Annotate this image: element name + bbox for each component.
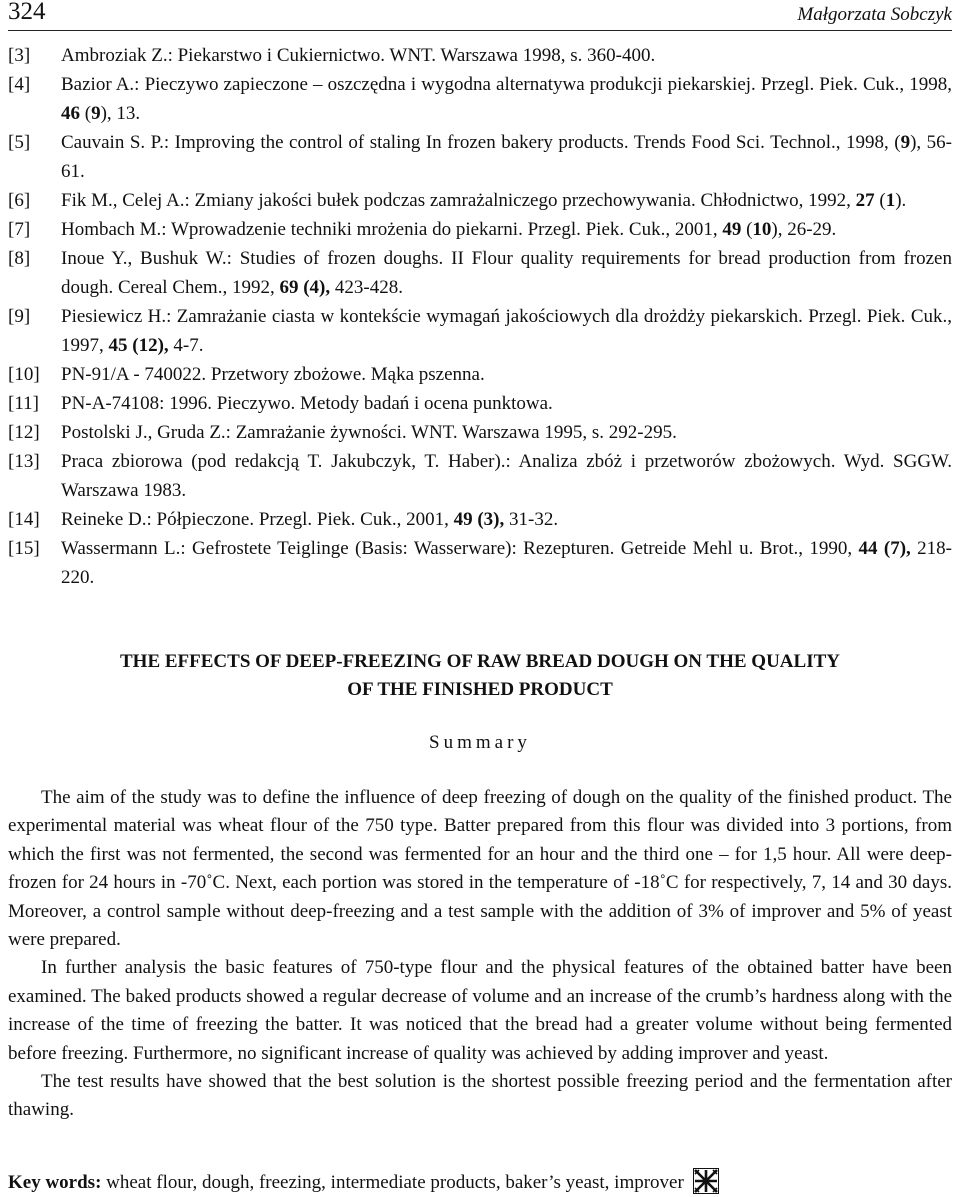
reference-number: [4] bbox=[8, 74, 31, 95]
reference-text-run: ( bbox=[741, 219, 753, 240]
reference-text-run: PN-91/A - 740022. Przetwory zbożowe. Mąka pszenna. bbox=[61, 364, 485, 385]
reference-volume-issue: 45 (12), bbox=[108, 335, 169, 356]
reference-item bbox=[8, 418, 952, 447]
reference-number: [11] bbox=[8, 393, 39, 414]
reference-number: [9] bbox=[8, 306, 31, 327]
reference-text-run: ( bbox=[874, 190, 886, 211]
reference-text-run: ), 26-29. bbox=[771, 219, 837, 240]
summary-paragraph-3: The test results have showed that the best solution is the shortest possible freezing period and the fermentation after thawing. bbox=[8, 1071, 952, 1121]
reference-text bbox=[61, 451, 952, 501]
article-title bbox=[0, 648, 960, 704]
reference-text-run: 423-428. bbox=[330, 277, 403, 298]
page-number: 324 bbox=[8, 0, 46, 25]
reference-number: [7] bbox=[8, 219, 31, 240]
reference-volume-issue: 1 bbox=[885, 190, 896, 211]
reference-text-run: Reineke D.: Półpieczone. Przegl. Piek. Cuk., 2001, bbox=[61, 509, 454, 530]
reference-text bbox=[61, 393, 553, 414]
reference-item bbox=[8, 128, 952, 186]
reference-item bbox=[8, 505, 952, 534]
reference-item bbox=[8, 447, 952, 505]
keywords-label: Key words: bbox=[8, 1172, 102, 1193]
reference-text bbox=[61, 45, 655, 66]
reference-item bbox=[8, 360, 952, 389]
article-title-line-1: THE EFFECTS OF DEEP-FREEZING OF RAW BREAD DOUGH ON THE QUALITY bbox=[120, 651, 840, 672]
reference-item bbox=[8, 70, 952, 128]
reference-volume-issue: 9 bbox=[91, 103, 101, 124]
reference-text bbox=[61, 74, 952, 124]
article-title-line-2: OF THE FINISHED PRODUCT bbox=[347, 679, 613, 700]
reference-text-run: Ambroziak Z.: Piekarstwo i Cukiernictwo. WNT. Warszawa 1998, s. 360-400. bbox=[61, 45, 656, 66]
reference-text bbox=[61, 509, 558, 530]
keywords-line bbox=[8, 1168, 952, 1197]
summary-body bbox=[8, 784, 952, 1125]
reference-text-run: Cauvain S. P.: Improving the control of staling In frozen bakery products. Trends Food Sci. Technol., 1998, ( bbox=[61, 132, 901, 153]
reference-item bbox=[8, 302, 952, 360]
reference-text bbox=[61, 364, 485, 385]
reference-text-run: Wassermann L.: Gefrostete Teiglinge (Basis: Wasserware): Rezepturen. Getreide Mehl u. Brot., 1990, bbox=[61, 538, 859, 559]
reference-list bbox=[8, 41, 952, 592]
reference-text-run: 218-220. bbox=[61, 538, 953, 588]
page-header bbox=[8, 0, 952, 31]
reference-number: [3] bbox=[8, 45, 31, 66]
reference-number: [6] bbox=[8, 190, 31, 211]
reference-text-run: Fik M., Celej A.: Zmiany jakości bułek podczas zamrażalniczego przechowywania. Chłodnictwo, 1992, bbox=[61, 190, 856, 211]
reference-item bbox=[8, 41, 952, 70]
reference-text bbox=[61, 538, 952, 588]
summary-paragraph-2: In further analysis the basic features of 750-type flour and the physical features of the obtained batter have been examined. The baked products showed a regular decrease of volume and an increase of the crumb’s hardness along with the increase of the time of freezing the batter. It was noticed that the bread had a greater volume without being fermented before freezing. Furthermore, no significant increase of quality was achieved by adding improver and yeast. bbox=[8, 957, 952, 1064]
reference-text-run: 31-32. bbox=[504, 509, 559, 530]
reference-text bbox=[61, 248, 952, 298]
reference-text-run: Praca zbiorowa (pod redakcją T. Jakubczyk, T. Haber).: Analiza zbóż i przetworów zbożowych. Wyd. SGGW. Warszawa 1983. bbox=[61, 451, 952, 501]
reference-text bbox=[61, 219, 836, 240]
reference-number: [14] bbox=[8, 509, 40, 530]
keywords-text: wheat flour, dough, freezing, intermediate products, baker’s yeast, improver bbox=[101, 1172, 684, 1193]
running-head-author: Małgorzata Sobczyk bbox=[797, 4, 952, 25]
reference-volume-issue: 49 bbox=[722, 219, 742, 240]
reference-text-run: Postolski J., Gruda Z.: Zamrażanie żywności. WNT. Warszawa 1995, s. 292-295. bbox=[61, 422, 677, 443]
reference-text-run: ), 56-61. bbox=[61, 132, 952, 182]
reference-number: [8] bbox=[8, 248, 31, 269]
reference-volume-issue: 69 (4), bbox=[279, 277, 331, 298]
reference-text bbox=[61, 422, 677, 443]
reference-text-run: Piesiewicz H.: Zamrażanie ciasta w kontekście wymagań jakościowych dla drożdży piekarskich. Przegl. Piek. Cuk., 1997, bbox=[61, 306, 952, 356]
reference-number: [15] bbox=[8, 538, 40, 559]
reference-number: [12] bbox=[8, 422, 40, 443]
reference-text-run: Inoue Y., Bushuk W.: Studies of frozen doughs. II Flour quality requirements for bread production from frozen dough. Cereal Chem., 1992, bbox=[61, 248, 952, 298]
reference-text-run: ). bbox=[895, 190, 907, 211]
reference-volume-issue: 10 bbox=[752, 219, 772, 240]
summary-paragraph-1: The aim of the study was to define the influence of deep freezing of dough on the quality of the finished product. The experimental material was wheat flour of the 750 type. Batter prepared from this flour was divided into 3 portions, from which the first was not fermented, the second was fermented for an hour and the third one – for 1,5 hour. All were deep-frozen for 24 hours in -70˚C. Next, each portion was stored in the temperature of -18˚C for respectively, 7, 14 and 30 days. Moreover, a control sample without deep-freezing and a test sample with the addition of 3% of improver and 5% of yeast were prepared. bbox=[8, 787, 952, 951]
reference-item bbox=[8, 244, 952, 302]
reference-text-run: ( bbox=[80, 103, 92, 124]
reference-number: [13] bbox=[8, 451, 40, 472]
reference-text-run: PN-A-74108: 1996. Pieczywo. Metody badań i ocena punktowa. bbox=[61, 393, 553, 414]
reference-number: [5] bbox=[8, 132, 31, 153]
reference-volume-issue: 46 bbox=[61, 103, 80, 124]
reference-volume-issue: 49 (3), bbox=[453, 509, 505, 530]
reference-text bbox=[61, 132, 952, 182]
summary-heading: Summary bbox=[429, 732, 531, 753]
reference-volume-issue: 9 bbox=[900, 132, 911, 153]
reference-volume-issue: 27 bbox=[855, 190, 875, 211]
reference-item bbox=[8, 534, 952, 592]
reference-item bbox=[8, 186, 952, 215]
end-of-article-icon bbox=[693, 1168, 719, 1194]
reference-item bbox=[8, 215, 952, 244]
reference-text-run: Hombach M.: Wprowadzenie techniki mrożenia do piekarni. Przegl. Piek. Cuk., 2001, bbox=[61, 219, 723, 240]
reference-number: [10] bbox=[8, 364, 40, 385]
reference-text bbox=[61, 190, 906, 211]
reference-text bbox=[61, 306, 952, 356]
reference-text-run: ), 13. bbox=[100, 103, 141, 124]
reference-text-run: 4-7. bbox=[168, 335, 204, 356]
reference-volume-issue: 44 (7), bbox=[858, 538, 911, 559]
reference-text-run: Bazior A.: Pieczywo zapieczone – oszczędna i wygodna alternatywa produkcji piekarskiej. Przegl. Piek. Cuk., 1998, bbox=[61, 74, 952, 95]
reference-item bbox=[8, 389, 952, 418]
